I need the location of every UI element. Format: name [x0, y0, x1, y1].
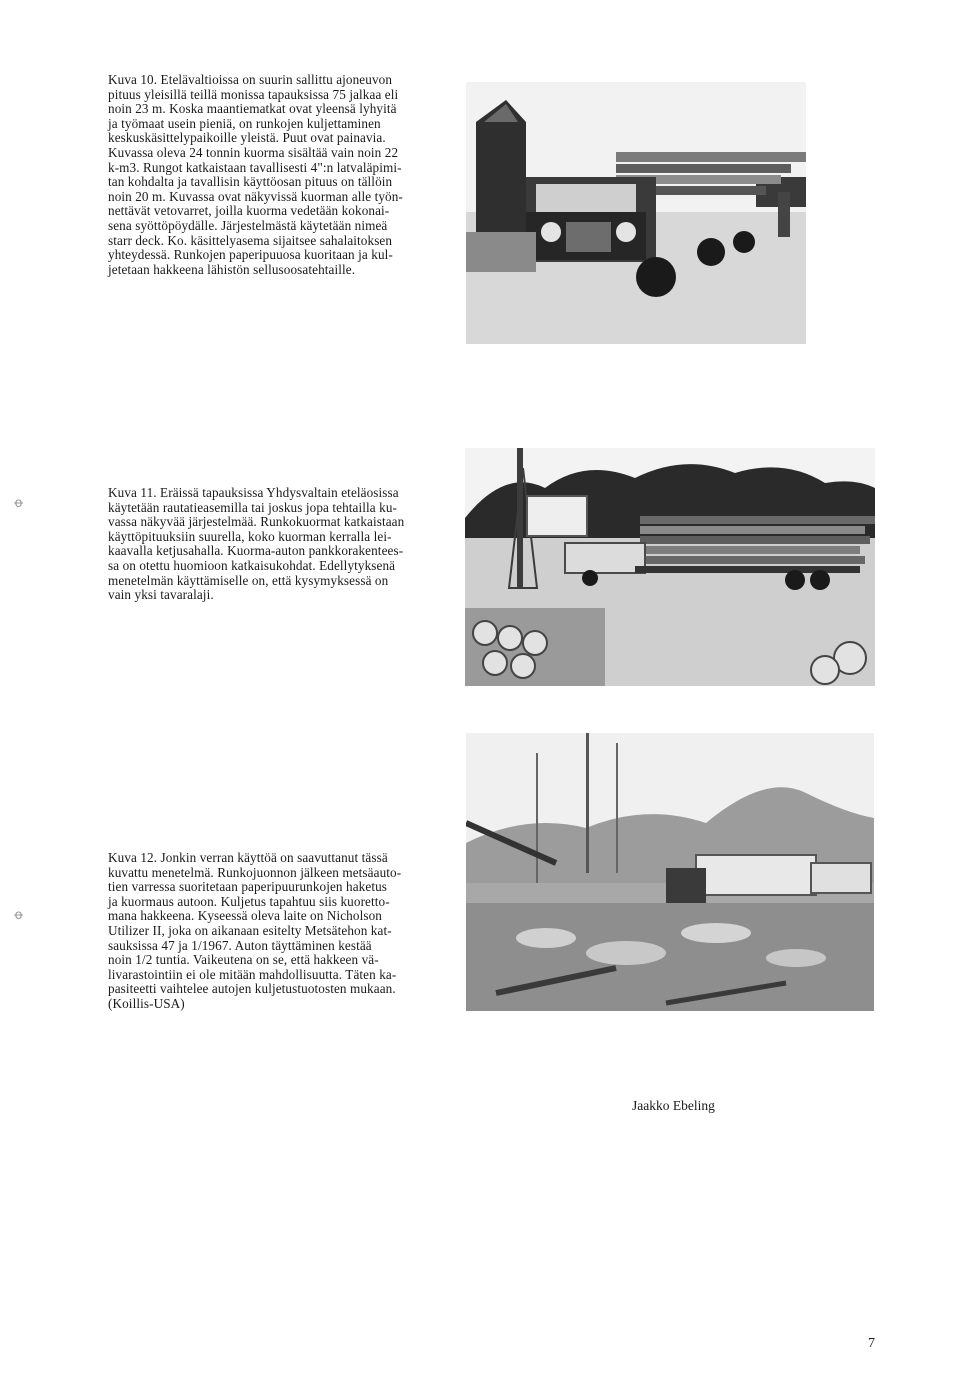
caption-line: Kuva 11. Eräissä tapauksissa Yhdysvaltain eteläosissa — [108, 485, 399, 500]
caption-line: Utilizer II, joka on aikanaan esitelty Metsätehon kat- — [108, 922, 392, 938]
caption-line: vassa näkyvää järjestelmää. Runkokuormat katkaistaan — [108, 514, 405, 530]
caption-line: tan kohdalta ja tavallisin käyttöosan pituus on tällöin — [108, 174, 393, 190]
caption-line: sa on otettu huomioon katkaisukohdat. Edellytyksenä — [108, 557, 396, 573]
caption-line: vain yksi tavaralaji. — [108, 587, 214, 603]
log-truck-illustration — [466, 82, 806, 344]
caption-line: mana hakkeena. Kyseessä oleva laite on Nicholson — [108, 908, 382, 924]
caption-line: kaavalla ketjusahalla. Kuorma-auton pankkorakentees- — [108, 543, 404, 559]
caption-line: Kuva 10. Etelävaltioissa on suurin sallittu ajoneuvon — [108, 72, 393, 87]
caption-line: (Koillis-USA) — [108, 995, 185, 1011]
caption-line: Kuva 12. Jonkin verran käyttöä on saavuttanut tässä — [108, 850, 388, 865]
caption-line: menetelmän käyttämiselle on, että kysymyksessä on — [108, 572, 389, 588]
caption-line: Kuvassa oleva 24 tonnin kuorma sisältää vain noin 22 — [108, 144, 399, 160]
caption-line: pituus yleisillä teillä monissa tapauksissa 75 jalkaa eli — [108, 86, 399, 102]
caption-line: kuvattu menetelmä. Runkojuonnon jälkeen metsäauto- — [108, 864, 402, 880]
log-truck-photo — [466, 82, 806, 344]
caption-line: nettävät vetovarret, joilla kuorma vedetään kokonai- — [108, 203, 390, 219]
scan-mark: ꝋ — [14, 908, 24, 923]
caption-line: noin 20 m. Kuvassa ovat näkyvissä kuorman alle työn- — [108, 188, 403, 204]
caption-line: tien varressa suoritetaan paperipuurunkojen haketus — [108, 879, 388, 895]
rail-yard-log-truck-photo — [465, 448, 875, 686]
caption-line: sena syöttöpöydälle. Järjestelmästä käytetään nimeä — [108, 217, 388, 233]
caption-line: käytetään rautatieasemilla tai joskus jopa tehtailla ku- — [108, 499, 398, 515]
caption-kuva-10 — [108, 73, 458, 277]
page-number: 7 — [868, 1336, 875, 1351]
caption-line: käyttöpituuksiin suurella, koko kuorman kerralla lei- — [108, 528, 392, 544]
caption-line: ja kuormaus autoon. Kuljetus tapahtuu siis kuoretto- — [108, 893, 390, 909]
caption-line: pasiteetti vaihtelee autojen kuljetustuotosten mukaan. — [108, 981, 396, 997]
caption-line: yhteydessä. Runkojen paperipuuosa kuoritaan ja kul- — [108, 247, 393, 263]
caption-kuva-12 — [108, 851, 458, 1012]
caption-line: jetetaan hakkeena lähistön sellusoosatehtaille. — [108, 261, 356, 277]
caption-line: noin 1/2 tuntia. Vaikeutena on se, että hakkeen vä- — [108, 952, 379, 968]
caption-line: keskuskäsittelypaikoille yleistä. Puut ovat painavia. — [108, 130, 386, 146]
caption-line: ja työmaat usein pieniä, on runkojen kuljettaminen — [108, 115, 381, 131]
author-signature: Jaakko Ebeling — [632, 1098, 715, 1113]
caption-line: livarastointiin ei ole mitään mahdollisuutta. Täten ka- — [108, 966, 397, 982]
caption-kuva-11 — [108, 486, 460, 603]
chipper-loading-photo — [466, 733, 874, 1011]
caption-line: starr deck. Ko. käsittelyasema sijaitsee sahalaitoksen — [108, 232, 393, 248]
scan-mark: ꝋ — [14, 496, 24, 511]
caption-line: noin 23 m. Koska maantiematkat ovat yleensä lyhyitä — [108, 101, 397, 117]
caption-line: sauksissa 47 ja 1/1967. Auton täyttäminen kestää — [108, 937, 372, 953]
rail-yard-illustration — [465, 448, 875, 686]
caption-line: k-m3. Rungot katkaistaan tavallisesti 4":n latvaläpimi- — [108, 159, 402, 175]
chipper-illustration — [466, 733, 874, 1011]
